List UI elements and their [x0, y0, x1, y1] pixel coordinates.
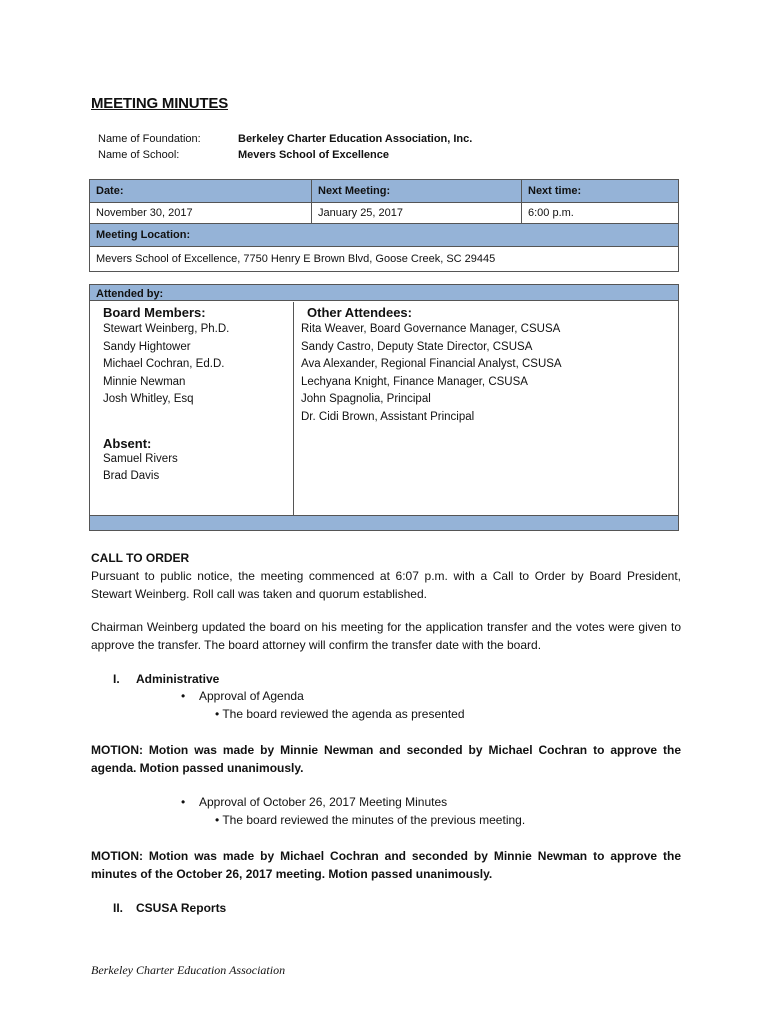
csusa-heading: CSUSA Reports	[136, 901, 227, 915]
other-attendee: Lechyana Knight, Finance Manager, CSUSA	[301, 375, 528, 388]
location-value: Mevers School of Excellence, 7750 Henry E Brown Blvd, Goose Creek, SC 29445	[90, 247, 679, 272]
absent-heading: Absent:	[103, 435, 152, 451]
csusa-numeral: II.	[113, 901, 124, 915]
column-divider	[293, 302, 294, 516]
other-attendee: Rita Weaver, Board Governance Manager, CSUSA	[301, 323, 561, 335]
administrative-numeral: I.	[113, 672, 120, 686]
other-attendees-heading: Other Attendees:	[307, 305, 412, 320]
board-member: Josh Whitley, Esq	[103, 393, 194, 405]
next-time-header: Next time:	[522, 180, 679, 203]
other-attendee: John Spagnolia, Principal	[301, 393, 431, 405]
bullet-icon: •	[181, 689, 186, 703]
other-attendee: Dr. Cidi Brown, Assistant Principal	[301, 410, 475, 423]
agenda-subitem	[215, 707, 465, 721]
foundation-label: Name of Foundation:	[98, 133, 201, 145]
school-value: Mevers School of Excellence	[238, 149, 390, 161]
agenda-item	[181, 689, 304, 703]
other-attendees-column	[301, 305, 562, 426]
school-row	[98, 149, 390, 161]
bullet-icon: •	[215, 707, 223, 721]
attendance-header: Attended by:	[90, 285, 678, 301]
board-member: Michael Cochran, Ed.D.	[103, 358, 225, 370]
call-to-order-heading: CALL TO ORDER	[91, 551, 190, 565]
minutes-subitem	[215, 813, 525, 827]
motion-minutes: MOTION: Motion was made by Michael Cochran and seconded by Minnie Newman to approve the minutes of the October 26, 2017 meeting. Motion passed unanimously.	[91, 849, 681, 881]
agenda-item-text: Approval of Agenda	[199, 689, 304, 703]
attendance-box	[89, 284, 679, 531]
date-header: Date:	[90, 180, 312, 203]
bullet-icon: •	[181, 795, 186, 809]
agenda-subitem-text: The board reviewed the agenda as presented	[222, 707, 465, 721]
administrative-heading: Administrative	[136, 672, 220, 686]
other-attendee: Sandy Castro, Deputy State Director, CSUSA	[301, 340, 533, 353]
foundation-row	[98, 133, 473, 145]
bullet-icon: •	[215, 813, 223, 827]
absent-member: Brad Davis	[103, 470, 160, 482]
location-header: Meeting Location:	[90, 224, 679, 247]
board-members-heading: Board Members:	[103, 305, 206, 320]
meeting-info-table	[89, 179, 679, 272]
minutes-item	[181, 795, 447, 809]
minutes-item-text: Approval of October 26, 2017 Meeting Minutes	[199, 795, 448, 809]
absent-member: Samuel Rivers	[103, 452, 178, 465]
school-label: Name of School:	[98, 149, 180, 161]
page-title: MEETING MINUTES	[91, 95, 229, 112]
board-member: Sandy Hightower	[103, 340, 191, 353]
attendance-footer-bar	[90, 515, 678, 530]
other-attendee: Ava Alexander, Regional Financial Analyst, CSUSA	[301, 358, 562, 370]
board-members-column	[103, 305, 229, 486]
next-time-value: 6:00 p.m.	[522, 203, 679, 224]
chairman-update-paragraph: Chairman Weinberg updated the board on his meeting for the application transfer and the votes were given to approve the transfer. The board attorney will confirm the transfer date with the board.	[91, 620, 681, 652]
date-value: November 30, 2017	[90, 203, 312, 224]
call-to-order-paragraph: Pursuant to public notice, the meeting commenced at 6:07 p.m. with a Call to Order by Board President, Stewart Weinberg. Roll call was taken and quorum established.	[91, 569, 681, 601]
foundation-value: Berkeley Charter Education Association, Inc.	[238, 133, 473, 145]
page-footer: Berkeley Charter Education Association	[91, 963, 286, 977]
next-meeting-value: January 25, 2017	[312, 203, 522, 224]
motion-agenda: MOTION: Motion was made by Minnie Newman and seconded by Michael Cochran to approve the agenda. Motion passed unanimously.	[91, 743, 681, 775]
minutes-subitem-text: The board reviewed the minutes of the previous meeting.	[222, 813, 526, 827]
board-member: Minnie Newman	[103, 375, 186, 388]
next-meeting-header: Next Meeting:	[312, 180, 522, 203]
board-member: Stewart Weinberg, Ph.D.	[103, 323, 230, 335]
